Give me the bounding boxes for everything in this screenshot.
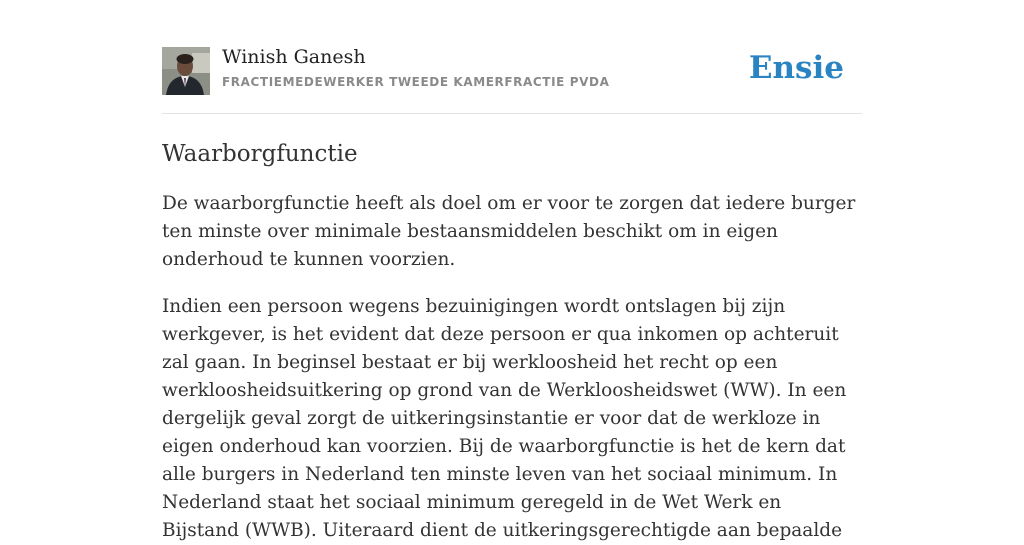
article-paragraph-1: De waarborgfunctie heeft als doel om er voor te zorgen dat iedere burger ten minste over minimale bestaansmiddelen beschikt om in eigen onderhoud te kunnen voorzien. <box>162 193 856 270</box>
article-paragraph-2: Indien een persoon wegens bezuinigingen wordt ontslagen bij zijn werkgever, is het evident dat deze persoon er qua inkomen op achteruit zal gaan. In beginsel bestaat er bij werkloosheid het recht op een werkloosheidsuitkering op grond van de Werkloosheidswet (WW). In een dergelijk geval zorgt de uitkeringsinstantie er voor dat de werkloze in eigen onderhoud kan voorzien. Bij de waarborgfunctie is het de kern dat alle burgers in Nederland ten minste leven van het sociaal minimum. In Nederland staat het sociaal minimum geregeld in de Wet Werk en Bijstand (WWB). Uiteraard dient de uitkeringsgerechtigde aan bepaalde <box>162 296 847 541</box>
author-role: FRACTIEMEDEWERKER TWEEDE KAMERFRACTIE PVDA <box>222 75 610 89</box>
ensie-logo[interactable]: Ensie <box>748 50 844 86</box>
author-avatar[interactable] <box>162 47 210 95</box>
article-title: Waarborgfunctie <box>162 141 358 167</box>
article-container <box>162 0 862 545</box>
author-name[interactable]: Winish Ganesh <box>222 46 366 68</box>
profile-photo-icon <box>162 47 210 95</box>
article-header <box>162 0 862 114</box>
